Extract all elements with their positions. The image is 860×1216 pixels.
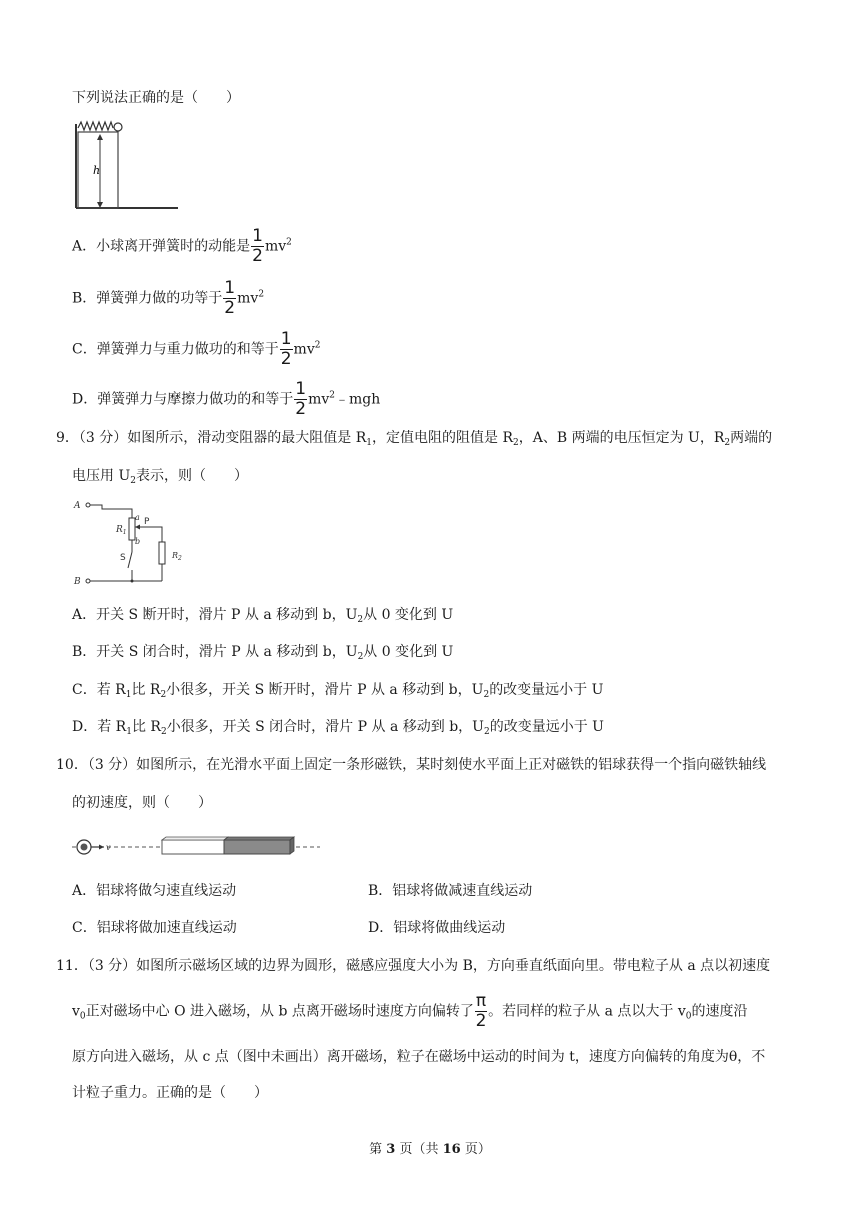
q9-p-label: P — [144, 517, 150, 527]
q9-option-d: D．若 $R_1$比 $R_2$小很多，开关 S 闭合时，滑片 P 从 a 移动到 b，$U_2$的改变量远小于 U — [72, 719, 604, 737]
fraction-pi-over-2: $\frac{\pi}{2}$ — [475, 991, 487, 1031]
q9-terminal-b: B — [74, 577, 81, 587]
q11-stem-line2: $v_0$正对磁场中心 O 进入磁场，从 b 点离开磁场时速度方向偏转了 $\frac{\pi}{2}$ 。若同样的粒子从 a 点以大于 $v_0$的速度沿 — [72, 991, 748, 1031]
q10-stem-line2: 的初速度，则（ ） — [72, 795, 212, 811]
q9-option-c: C．若 $R_1$比 $R_2$小很多，开关 S 断开时，滑片 P 从 a 移动到 b，$U_2$的改变量远小于 U — [72, 682, 604, 700]
q9-a-label: a — [135, 513, 140, 522]
q11-stem-line4: 计粒子重力。正确的是（ ） — [72, 1085, 268, 1101]
q10-option-c: C．铝球将做加速直线运动 — [72, 920, 237, 936]
q9-r2-label: $R_2$ — [172, 551, 182, 562]
q11-stem-line3: 原方向进入磁场，从 c 点（图中未画出）离开磁场，粒子在磁场中运动的时间为 t，速度方向偏转的角度为θ，不 — [72, 1049, 766, 1065]
q9-circuit-figure — [72, 496, 192, 592]
page-number: 3 — [386, 1142, 396, 1157]
q9-s-label: S — [120, 553, 126, 563]
q9-r1-label: $R_1$ — [116, 525, 127, 536]
q9-option-a: A．开关 S 断开时，滑片 P 从 a 移动到 b，$U_2$从 0 变化到 U — [72, 607, 454, 625]
q10-option-d: D．铝球将做曲线运动 — [368, 920, 506, 936]
fraction-half: $\frac{1}{2}$ — [224, 278, 236, 318]
q9-option-b: B．开关 S 闭合时，滑片 P 从 a 移动到 b，$U_2$从 0 变化到 U — [72, 644, 454, 662]
q8-h-label: h — [93, 164, 101, 177]
q8-stem-tail: 下列说法正确的是（ ） — [72, 90, 240, 106]
q8-spring-figure — [72, 120, 182, 212]
q9-terminal-a: A — [74, 501, 81, 511]
q10-v-label: v — [106, 843, 111, 852]
q8-option-d: D．弹簧弹力与摩擦力做功的和等于 $\frac{1}{2}$ $mv^2﹣mgh$ — [72, 379, 381, 419]
q8-option-b: B．弹簧弹力做的功等于 $\frac{1}{2}$ $mv^2$ — [72, 278, 265, 318]
fraction-half: $\frac{1}{2}$ — [295, 379, 307, 419]
page-footer: 第 3 页（共 16 页） — [369, 1142, 491, 1157]
q8-option-a: A．小球离开弹簧时的动能是 $\frac{1}{2}$ $mv^2$ — [72, 226, 292, 266]
q9-stem-line2: 电压用 $U_2$表示，则（ ） — [72, 468, 248, 486]
fraction-half: $\frac{1}{2}$ — [280, 329, 292, 369]
q8-option-c: C．弹簧弹力与重力做功的和等于 $\frac{1}{2}$ $mv^2$ — [72, 329, 321, 369]
q10-magnet-figure — [72, 832, 322, 862]
q10-stem-line1: 10．（3 分）如图所示，在光滑水平面上固定一条形磁铁，某时刻使水平面上正对磁铁的铝球获得一个指向磁铁轴线 — [56, 757, 767, 773]
q10-option-a: A．铝球将做匀速直线运动 — [72, 883, 237, 899]
q9-b-label: b — [135, 537, 141, 546]
fraction-half: $\frac{1}{2}$ — [252, 226, 263, 266]
q10-option-b: B．铝球将做减速直线运动 — [368, 883, 533, 899]
q11-stem-line1: 11．（3 分）如图所示磁场区域的边界为圆形，磁感应强度大小为 B，方向垂直纸面向里。带电粒子从 a 点以初速度 — [56, 958, 771, 974]
total-pages: 16 — [442, 1142, 461, 1157]
q9-stem-line1: 9．（3 分）如图所示，滑动变阻器的最大阻值是 $R_1$，定值电阻的阻值是 $R_2$，A、B 两端的电压恒定为 U，$R_2$两端的 — [56, 430, 773, 448]
